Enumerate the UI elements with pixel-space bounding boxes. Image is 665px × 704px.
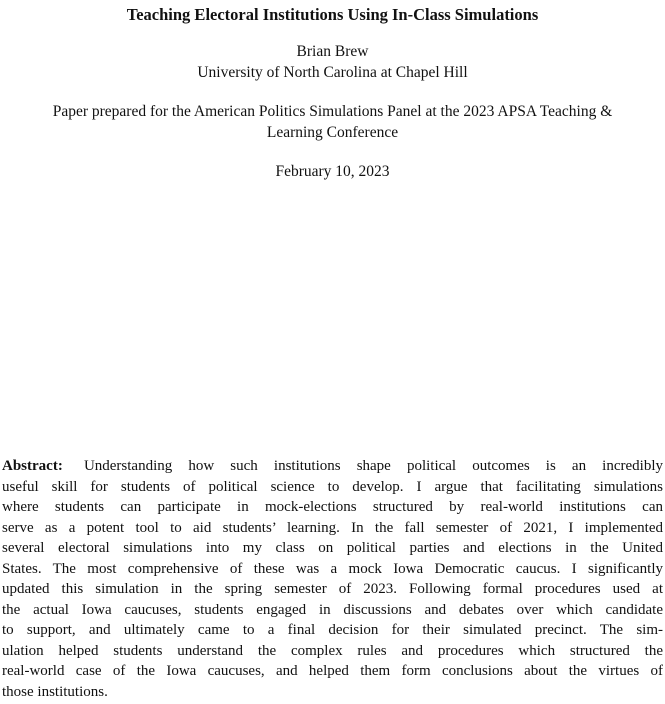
author-block: [2, 41, 663, 83]
paper-date: February 10, 2023: [275, 163, 390, 180]
abstract-line: updated this simulation in the spring semester of 2023. Following formal procedures used at: [2, 581, 663, 597]
author-affiliation: University of North Carolina at Chapel Hill: [197, 64, 468, 81]
author-name: Brian Brew: [296, 43, 369, 60]
abstract-line: ulation helped students understand the complex rules and procedures which structured the: [2, 642, 663, 659]
abstract-line: [2, 456, 663, 477]
venue-line-1: Paper prepared for the American Politics Simulations Panel at the 2023 APSA Teaching &: [52, 103, 613, 120]
abstract-section: [2, 456, 663, 702]
abstract-line: where students can participate in mock-elections structured by real-world institutions can: [2, 499, 663, 515]
venue-line-2: Learning Conference: [266, 124, 399, 141]
abstract-line: real-world case of the Iowa caucuses, and helped them form conclusions about the virtues of: [2, 663, 663, 679]
paper-title: Teaching Electoral Institutions Using In-Class Simulations: [126, 5, 539, 24]
abstract-line: useful skill for students of political science to develop. I argue that facilitating simulations: [2, 478, 663, 495]
abstract-line: the actual Iowa caucuses, students engaged in discussions and debates over which candidate: [2, 601, 663, 618]
abstract-label: Abstract:: [2, 458, 63, 474]
abstract-line: several electoral simulations into my class on political parties and elections in the United: [2, 540, 663, 556]
abstract-line: States. The most comprehensive of these was a mock Iowa Democratic caucus. I significantly: [2, 560, 663, 577]
abstract-text: Understanding how such institutions shape political outcomes is an incredibly: [83, 458, 663, 474]
abstract-line: to support, and ultimately came to a final decision for their simulated precinct. The sim-: [2, 622, 663, 638]
venue-note: [2, 101, 663, 143]
abstract-line: serve as a potent tool to aid students’ learning. In the fall semester of 2021, I implemented: [2, 519, 663, 536]
abstract-line: those institutions.: [2, 683, 108, 700]
paper-page: [0, 4, 665, 702]
